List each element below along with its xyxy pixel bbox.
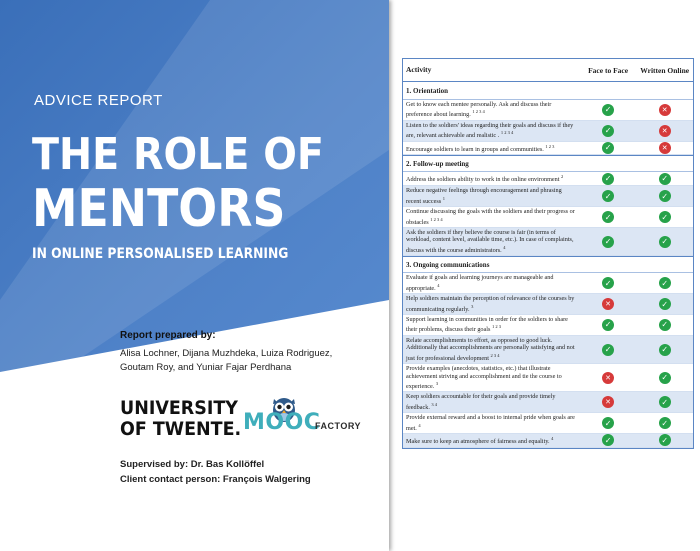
activity-cell: [403, 207, 580, 227]
activity-cell: [403, 413, 580, 433]
red-cross-icon: ✕: [659, 104, 671, 116]
supervised-by: Supervised by: Dr. Bas Kollöffel: [120, 459, 265, 470]
red-cross-icon: ✕: [659, 142, 671, 154]
table-row: [403, 186, 693, 207]
reference-superscript: 1 2 3 4: [472, 109, 485, 115]
face-to-face-cell: [580, 417, 637, 429]
green-check-icon: ✓: [659, 434, 671, 446]
face-to-face-cell: [580, 298, 637, 310]
green-check-icon: ✓: [659, 173, 671, 185]
activity-cell: [403, 273, 580, 293]
green-check-icon: ✓: [602, 236, 614, 248]
activity-cell: [403, 142, 580, 154]
reference-superscript: 3: [471, 303, 474, 309]
client-contact: Client contact person: François Walgering: [120, 474, 311, 485]
written-online-cell: [636, 142, 693, 154]
cover-subtitle: IN ONLINE PERSONALISED LEARNING: [32, 246, 289, 262]
table-header: [403, 59, 693, 82]
section-header: 3. Ongoing communications: [403, 256, 693, 273]
written-online-cell: [636, 125, 693, 137]
green-check-icon: ✓: [602, 319, 614, 331]
reference-superscript: 1 2 3 4: [500, 130, 514, 136]
written-online-cell: [636, 211, 693, 223]
table-row: [403, 142, 693, 155]
green-check-icon: ✓: [659, 372, 671, 384]
written-online-cell: [636, 190, 693, 202]
red-cross-icon: ✕: [602, 396, 614, 408]
green-check-icon: ✓: [602, 434, 614, 446]
activity-cell: [403, 186, 580, 206]
written-online-cell: [636, 344, 693, 356]
supervision-info: [120, 457, 311, 487]
section-header: 2. Follow-up meeting: [403, 155, 693, 172]
table-row: [403, 207, 693, 228]
green-check-icon: ✓: [602, 344, 614, 356]
face-to-face-cell: [580, 142, 637, 154]
activity-text: Keep soldiers accountable for their goals and provide timely feedback.: [406, 393, 556, 411]
reference-superscript: 1: [442, 195, 446, 201]
written-online-cell: [636, 372, 693, 384]
written-online-cell: [636, 277, 693, 289]
reference-superscript: 1 2 3: [545, 143, 555, 149]
activity-text: Relate accomplishments to effort, as opposed to good luck. Additionally that accomplishments are personally satisfying and not just for professional development: [406, 336, 575, 362]
face-to-face-cell: [580, 236, 637, 248]
red-cross-icon: ✕: [659, 125, 671, 137]
cover-title-line2: MENTORS: [32, 179, 286, 239]
reference-superscript: 2: [561, 174, 564, 180]
table-row: [403, 315, 693, 336]
activity-text: Address the soldiers ability to work in the online environment: [406, 176, 560, 184]
activity-cell: [403, 100, 580, 120]
activity-cell: [403, 336, 580, 363]
face-to-face-cell: [580, 190, 637, 202]
written-online-cell: [636, 417, 693, 429]
green-check-icon: ✓: [602, 417, 614, 429]
green-check-icon: ✓: [659, 344, 671, 356]
table-row: [403, 434, 693, 447]
green-check-icon: ✓: [602, 142, 614, 154]
face-to-face-cell: [580, 125, 637, 137]
mooc-factory-logo: [243, 393, 383, 443]
table-row: [403, 413, 693, 434]
reference-superscript: 2 3 4: [490, 352, 500, 358]
advice-report-label: ADVICE REPORT: [34, 92, 163, 109]
face-to-face-cell: [580, 372, 637, 384]
reference-superscript: 4: [418, 422, 421, 428]
table-row: [403, 294, 693, 315]
written-online-cell: [636, 104, 693, 116]
green-check-icon: ✓: [659, 396, 671, 408]
face-to-face-cell: [580, 211, 637, 223]
written-online-cell: [636, 236, 693, 248]
green-check-icon: ✓: [602, 190, 614, 202]
green-check-icon: ✓: [659, 190, 671, 202]
table-row: [403, 273, 693, 294]
red-cross-icon: ✕: [602, 372, 614, 384]
activity-table: [402, 58, 694, 449]
green-check-icon: ✓: [602, 125, 614, 137]
activity-text: Listen to the soldiers' ideas regarding their goals and discuss if they are, relevant achievable and realistic .: [406, 121, 574, 140]
activity-cell: [403, 172, 580, 184]
university-of-twente-logo: [120, 398, 241, 440]
university-line2: OF TWENTE.: [120, 418, 242, 440]
reference-superscript: 4: [551, 436, 554, 442]
activity-text: Encourage soldiers to learn in groups and communities.: [406, 145, 544, 153]
table-row: [403, 364, 693, 392]
green-check-icon: ✓: [659, 298, 671, 310]
activity-cell: [403, 392, 580, 412]
activity-cell: [403, 364, 580, 391]
green-check-icon: ✓: [602, 277, 614, 289]
activity-text: Help soldiers maintain the perception of relevance of the courses by communicating regularly.: [406, 295, 575, 313]
written-online-cell: [636, 173, 693, 185]
face-to-face-cell: [580, 104, 637, 116]
green-check-icon: ✓: [602, 173, 614, 185]
activity-text: Reduce negative feelings through encouragement and phrasing recent success: [406, 187, 562, 205]
activity-text: Provide external reward and a boost to internal pride when goals are met.: [406, 414, 575, 432]
face-to-face-cell: [580, 344, 637, 356]
table-row: [403, 228, 693, 256]
green-check-icon: ✓: [602, 104, 614, 116]
table-row: [403, 100, 693, 121]
green-check-icon: ✓: [659, 236, 671, 248]
prepared-by-label: Report prepared by:: [120, 330, 216, 341]
written-online-cell: [636, 319, 693, 331]
table-page: [396, 0, 700, 551]
face-to-face-cell: [580, 277, 637, 289]
green-check-icon: ✓: [659, 319, 671, 331]
table-body: [403, 83, 693, 448]
table-row: [403, 336, 693, 364]
red-cross-icon: ✕: [602, 298, 614, 310]
reference-superscript: 3: [435, 380, 439, 386]
reference-superscript: 4: [437, 282, 440, 288]
header-written-online: Written Online: [640, 65, 690, 75]
written-online-cell: [636, 396, 693, 408]
activity-text: Evaluate if goals and learning journeys are manageable and appropriate.: [406, 274, 554, 292]
authors: [120, 347, 380, 375]
face-to-face-cell: [580, 173, 637, 185]
written-online-cell: [636, 434, 693, 446]
activity-text: Ask the soldiers if they believe the course is fair (in terms of workload, content level, available time, etc.). In case of complaints, discuss with the course administrators.: [406, 228, 574, 254]
authors-line2: Goutam Roy, and Yuniar Fajar Perdhana: [120, 362, 292, 373]
activity-text: Provide examples (anecdotes, statistics, etc.) that illustrate achievement striving and accomplishment and tie the course to experience.: [406, 365, 562, 391]
reference-superscript: 3 4: [431, 401, 438, 407]
cover-title-line1: THE ROLE OF: [32, 129, 324, 180]
section-header: 1. Orientation: [403, 83, 693, 100]
green-check-icon: ✓: [659, 417, 671, 429]
activity-cell: [403, 315, 580, 335]
activity-text: Make sure to keep an atmosphere of fairness and equality.: [406, 438, 550, 446]
activity-cell: [403, 121, 580, 141]
activity-text: Support learning in communities in order for the soldiers to share their problems, discuss their goals: [406, 316, 568, 334]
reference-superscript: 1 2 3: [491, 324, 501, 330]
authors-line1: Alisa Lochner, Dijana Muzhdeka, Luiza Rodriguez,: [120, 348, 333, 359]
activity-cell: [403, 434, 580, 446]
factory-logo-text: FACTORY: [315, 421, 362, 431]
header-face-to-face: Face to Face: [588, 65, 629, 75]
face-to-face-cell: [580, 396, 637, 408]
reference-superscript: 1 2 3 4: [430, 216, 443, 222]
green-check-icon: ✓: [602, 211, 614, 223]
reference-superscript: 4: [503, 244, 506, 250]
activity-cell: [403, 228, 580, 255]
face-to-face-cell: [580, 319, 637, 331]
face-to-face-cell: [580, 434, 637, 446]
header-activity: Activity: [406, 65, 432, 75]
activity-text: Continue discussing the goals with the soldiers and their progress or obstacles: [406, 208, 575, 226]
green-check-icon: ✓: [659, 211, 671, 223]
university-line1: UNIVERSITY: [120, 397, 238, 419]
table-row: [403, 392, 693, 413]
activity-cell: [403, 294, 580, 314]
table-row: [403, 121, 693, 142]
activity-text: Get to know each mentee personally. Ask and discuss their preference about learning.: [406, 101, 552, 119]
green-check-icon: ✓: [659, 277, 671, 289]
table-row: [403, 172, 693, 186]
mooc-logo-text: MOOC: [243, 410, 321, 435]
written-online-cell: [636, 298, 693, 310]
